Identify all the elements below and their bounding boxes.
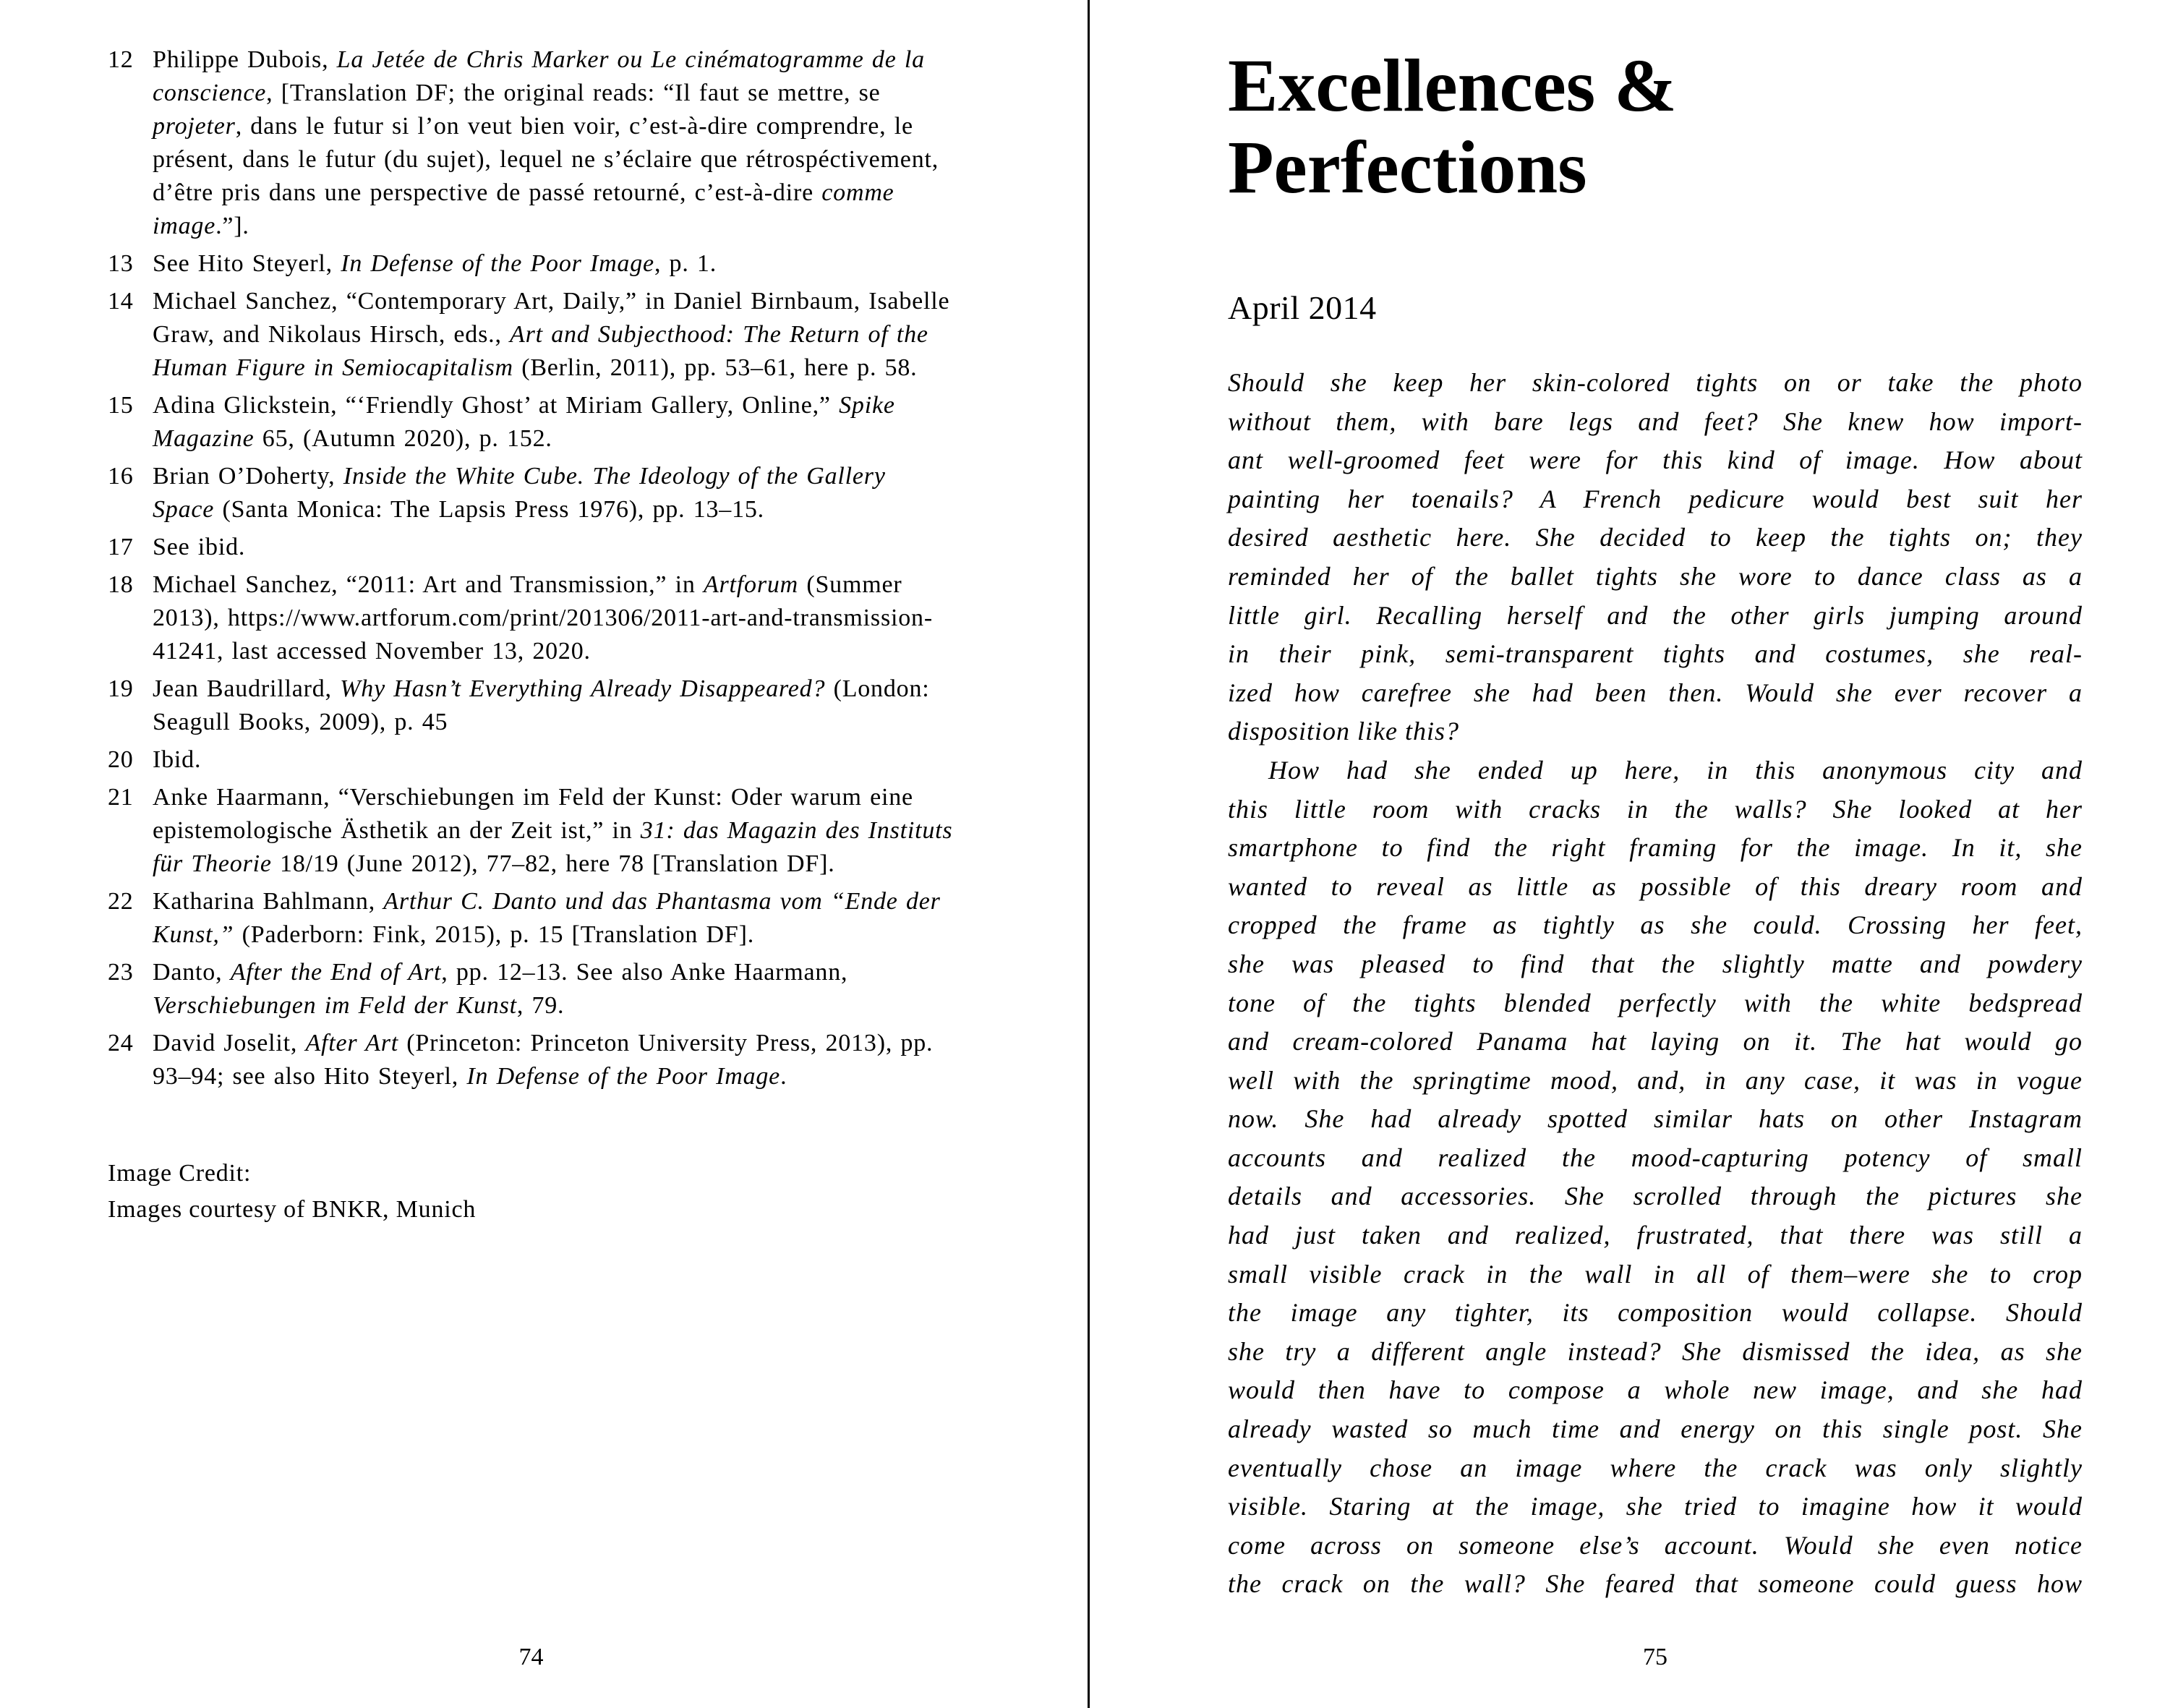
endnote-number: 12 <box>108 46 134 73</box>
endnote <box>108 43 955 243</box>
body-line: had just taken and realized, frustrated, that there was still a <box>1228 1221 2083 1250</box>
page-divider-rule <box>1088 0 1090 1708</box>
endnote-number: 22 <box>108 888 134 915</box>
endnote <box>108 460 955 526</box>
endnote <box>108 885 955 952</box>
body-line: the crack on the wall? She feared that someone could guess how <box>1228 1569 2083 1599</box>
body-line: tone of the tights blended perfectly with the white bedspread <box>1228 988 2083 1017</box>
endnote-text: Adina Glickstein, “‘Friendly Ghost’ at Miriam Gallery, Online,” Spike Magazine 65, (Autumn 2020), p. 152. <box>153 392 895 452</box>
endnote <box>108 672 955 739</box>
body-line: small visible crack in the wall in all of them–were she to crop <box>1228 1259 2083 1289</box>
body-line: this little room with cracks in the walls? She looked at her <box>1228 794 2083 824</box>
body-line: without them, with bare legs and feet? She knew how import- <box>1228 406 2083 436</box>
body-line: painting her toenails? A French pedicure would best suit her <box>1228 484 2083 513</box>
endnote-text: Jean Baudrillard, Why Hasn’t Everything Already Disappeared? (London: Seagull Books, 2009), p. 45 <box>153 675 930 735</box>
body-line: accounts and realized the mood-capturing potency of small <box>1228 1143 2083 1172</box>
endnote-number: 16 <box>108 463 134 490</box>
endnote-number: 17 <box>108 534 134 560</box>
body-line: ant well-groomed feet were for this kind of image. How about <box>1228 445 2083 475</box>
body-line: disposition like this? <box>1228 717 1460 746</box>
endnote <box>108 781 955 881</box>
endnote-text: Philippe Dubois, La Jetée de Chris Marker ou Le cinématogramme de la conscience, [Translation DF; the original reads: “Il faut se mettre, se projeter, dans le futur si l’on veut bien voir, c’est-à-dire comprendre, le présent, dans le futur (du sujet), lequel ne s’éclaire que rétrospéctivement, d’être pris dans une perspective de passé retourné, c’est-à-dire comme image.”]. <box>153 46 939 239</box>
endnote <box>108 389 955 456</box>
page-number-right: 75 <box>1643 1644 1667 1670</box>
body-line: would then have to compose a whole new image, and she had <box>1228 1375 2083 1405</box>
endnote-text: See Hito Steyerl, In Defense of the Poor Image, p. 1. <box>153 250 717 277</box>
endnote-number: 20 <box>108 746 134 773</box>
page-number-left: 74 <box>518 1644 544 1670</box>
endnote-text: Michael Sanchez, “Contemporary Art, Daily,” in Daniel Birnbaum, Isabelle Graw, and Nikolaus Hirsch, eds., Art and Subjecthood: The Return of the Human Figure in Semiocapitalism (Berlin, 2011), pp. 53–61, here p. 58. <box>153 288 950 381</box>
image-credit-line: Images courtesy of BNKR, Munich <box>108 1196 477 1223</box>
body-line: come across on someone else’s account. Would she even notice <box>1228 1530 2083 1560</box>
endnote <box>108 285 955 385</box>
endnote <box>108 568 955 668</box>
body-line: she was pleased to find that the slightly matte and powdery <box>1228 949 2083 978</box>
essay-title <box>1228 45 1677 208</box>
body-line: smartphone to find the right framing for the image. In it, she <box>1228 833 2083 863</box>
endnote <box>108 247 955 281</box>
body-line: How had she ended up here, in this anonymous city and <box>1268 755 2083 785</box>
body-line: little girl. Recalling herself and the other girls jumping around <box>1228 600 2083 630</box>
image-credit-heading: Image Credit: <box>108 1160 252 1187</box>
body-line: eventually chose an image where the crack was only slightly <box>1228 1453 2083 1482</box>
body-line: ized how carefree she had been then. Would she ever recover a <box>1228 678 2083 707</box>
endnotes-list <box>108 43 955 1098</box>
endnote-number: 14 <box>108 288 134 315</box>
endnote <box>108 531 955 564</box>
endnote-number: 13 <box>108 250 134 277</box>
essay-title-line2: Perfections <box>1228 126 1587 209</box>
endnote-number: 24 <box>108 1030 134 1056</box>
body-line: visible. Staring at the image, she tried to imagine how it would <box>1228 1492 2083 1521</box>
body-line: wanted to reveal as little as possible of this dreary room and <box>1228 871 2083 901</box>
body-line: reminded her of the ballet tights she wore to dance class as a <box>1228 561 2083 591</box>
endnote-text: Brian O’Doherty, Inside the White Cube. The Ideology of the Gallery Space (Santa Monica: The Lapsis Press 1976), pp. 13–15. <box>153 463 886 523</box>
body-line: in their pink, semi-transparent tights and costumes, she real- <box>1228 639 2083 669</box>
body-line: she try a different angle instead? She dismissed the idea, as she <box>1228 1336 2083 1366</box>
body-line: well with the springtime mood, and, in any case, it was in vogue <box>1228 1065 2083 1095</box>
endnote <box>108 956 955 1022</box>
image-credit <box>108 1156 955 1228</box>
body-line: the image any tighter, its composition would collapse. Should <box>1228 1298 2083 1328</box>
endnote-number: 23 <box>108 959 134 986</box>
endnote-text: Ibid. <box>153 746 202 773</box>
endnote-number: 18 <box>108 571 134 598</box>
body-line: now. She had already spotted similar hats on other Instagram <box>1228 1104 2083 1134</box>
endnote-number: 15 <box>108 392 134 419</box>
endnote-number: 21 <box>108 784 134 811</box>
body-line: cropped the frame as tightly as she could. Crossing her feet, <box>1228 910 2083 940</box>
body-line: already wasted so much time and energy on this single post. She <box>1228 1414 2083 1444</box>
endnote-text: See ibid. <box>153 534 246 560</box>
endnote-text: Michael Sanchez, “2011: Art and Transmission,” in Artforum (Summer 2013), https://www.artforum.com/print/201306/2011-art-and-transmission-41241, last accessed November 13, 2020. <box>153 571 933 665</box>
essay-body <box>1228 364 2083 1604</box>
endnote <box>108 743 955 777</box>
body-line: desired aesthetic here. She decided to keep the tights on; they <box>1228 523 2083 552</box>
endnote-text: Danto, After the End of Art, pp. 12–13. See also Anke Haarmann, Verschiebungen im Feld der Kunst, 79. <box>153 959 848 1019</box>
body-line: Should she keep her skin-colored tights on or take the photo <box>1228 368 2083 397</box>
endnote-text: Katharina Bahlmann, Arthur C. Danto und das Phantasma vom “Ende der Kunst,” (Paderborn: Fink, 2015), p. 15 [Translation DF]. <box>153 888 941 948</box>
body-line: and cream-colored Panama hat laying on it. The hat would go <box>1228 1027 2083 1056</box>
endnote-number: 19 <box>108 675 134 702</box>
body-line: details and accessories. She scrolled through the pictures she <box>1228 1182 2083 1211</box>
endnote <box>108 1027 955 1093</box>
endnote-text: Anke Haarmann, “Verschiebungen im Feld der Kunst: Oder warum eine epistemologische Ästhetik an der Zeit ist,” in 31: das Magazin des Instituts für Theorie 18/19 (June 2012), 77–82, here 78 [Translation DF]. <box>153 784 953 877</box>
endnote-text: David Joselit, After Art (Princeton: Princeton University Press, 2013), pp. 93–94; see also Hito Steyerl, In Defense of the Poor Image. <box>153 1030 934 1090</box>
essay-date: April 2014 <box>1228 289 1377 326</box>
essay-title-line1: Excellences & <box>1228 44 1677 127</box>
